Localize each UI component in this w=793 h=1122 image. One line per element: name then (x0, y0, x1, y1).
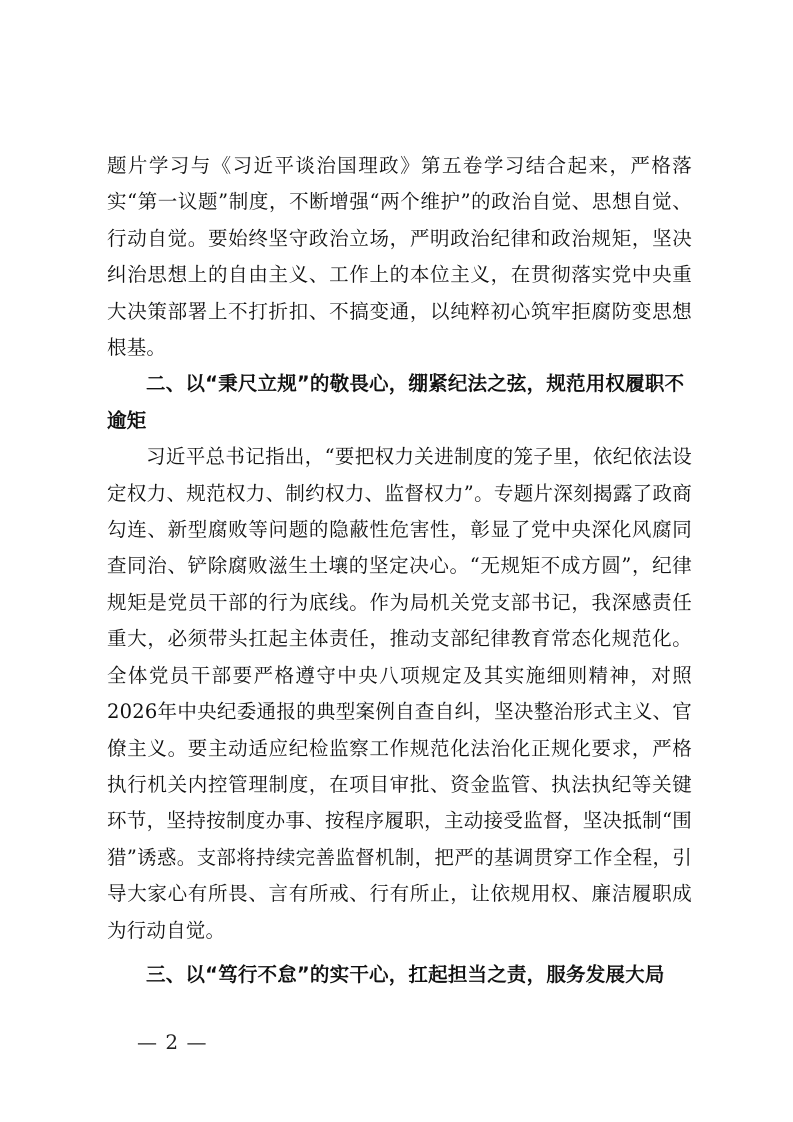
page-body (107, 148, 692, 993)
section-heading-2: 二、以“秉尺立规”的敬畏心，绷紧纪法之弦，规范用权履职不逾矩 (107, 372, 685, 432)
section-heading-3: 三、以“笃行不怠”的实干心，扛起担当之责，服务发展大局 (146, 962, 665, 986)
body-paragraph: 习近平总书记指出，“要把权力关进制度的笼子里，依纪依法设定权力、规范权力、制约权力、监督权力”。专题片深刻揭露了政商勾连、新型腐败等问题的隐蔽性危害性，彰显了党中央深化风腐同查同治、铲除腐败滋生土壤的坚定决心。“无规矩不成方圆”，纪律规矩是党员干部的行为底线。作为局机关党支部书记，我深感责任重大，必须带头扛起主体责任，推动支部纪律教育常态化规范化。全体党员干部要严格遵守中央八项规定及其实施细则精神，对照2026年中央纪委通报的典型案例自查自纠，坚决整治形式主义、官僚主义。要主动适应纪检监察工作规范化法治化正规化要求，严格执行机关内控管理制度，在项目审批、资金监管、执法执纪等关键环节，坚持按制度办事、按程序履职，主动接受监督，坚决抵制“围猎”诱惑。支部将持续完善监督机制，把严的基调贯穿工作全程，引导大家心有所畏、言有所戒、行有所止，让依规用权、廉洁履职成为行动自觉。 (107, 445, 692, 942)
page-number: — 2 — (137, 1030, 208, 1054)
body-paragraph-continued: 题片学习与《习近平谈治国理政》第五卷学习结合起来，严格落实“第一议题”制度，不断增强“两个维护”的政治自觉、思想自觉、行动自觉。要始终坚守政治立场，严明政治纪律和政治规矩，坚决纠治思想上的自由主义、工作上的本位主义，在贯彻落实党中央重大决策部署上不打折扣、不搞变通，以纯粹初心筑牢拒腐防变思想根基。 (107, 154, 692, 360)
